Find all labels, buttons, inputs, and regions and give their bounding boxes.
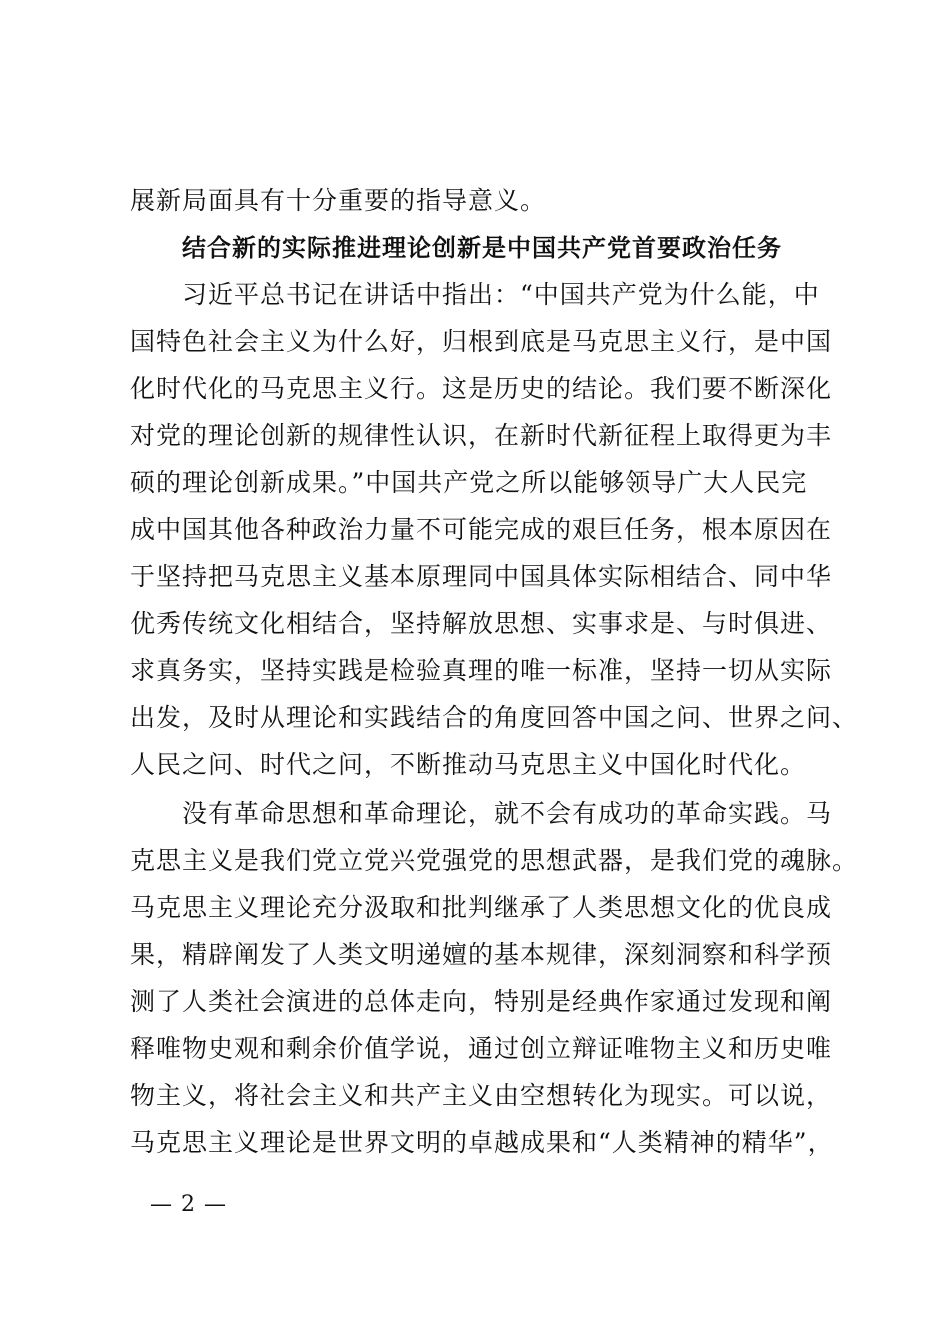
paragraph-line: 国特色社会主义为什么好，归根到底是马克思主义行，是中国 xyxy=(130,327,833,356)
paragraph-line: 克思主义是我们党立党兴党强党的思想武器，是我们党的魂脉。 xyxy=(130,846,859,875)
paragraph-line: 没有革命思想和革命理论，就不会有成功的革命实践。马 xyxy=(182,799,833,828)
paragraph-line: 展新局面具有十分重要的指导意义。 xyxy=(130,186,547,215)
paragraph-line: 求真务实，坚持实践是检验真理的唯一标准，坚持一切从实际 xyxy=(130,656,833,685)
section-heading: 结合新的实际推进理论创新是中国共产党首要政治任务 xyxy=(182,233,782,262)
paragraph-line: 硕的理论创新成果。”中国共产党之所以能够领导广大人民完 xyxy=(130,468,808,497)
paragraph-line: 马克思主义理论充分汲取和批判继承了人类思想文化的优良成 xyxy=(130,893,833,922)
paragraph-line: 于坚持把马克思主义基本原理同中国具体实际相结合、同中华 xyxy=(130,562,833,591)
paragraph-line: 马克思主义理论是世界文明的卓越成果和“人类精神的精华”， xyxy=(130,1128,834,1157)
paragraph-line: 人民之问、时代之问，不断推动马克思主义中国化时代化。 xyxy=(130,750,807,779)
paragraph-line: 测了人类社会演进的总体走向，特别是经典作家通过发现和阐 xyxy=(130,987,833,1016)
paragraph-line: 化时代化的马克思主义行。这是历史的结论。我们要不断深化 xyxy=(130,374,833,403)
document-body xyxy=(130,177,859,1166)
page-number: — 2 — xyxy=(150,1192,227,1217)
paragraph-line: 物主义，将社会主义和共产主义由空想转化为现实。可以说， xyxy=(130,1081,833,1110)
paragraph-line: 成中国其他各种政治力量不可能完成的艰巨任务，根本原因在 xyxy=(130,515,833,544)
paragraph-line: 果，精辟阐发了人类文明递嬗的基本规律，深刻洞察和科学预 xyxy=(130,940,833,969)
paragraph-line: 释唯物史观和剩余价值学说，通过创立辩证唯物主义和历史唯 xyxy=(130,1034,833,1063)
paragraph-line: 优秀传统文化相结合，坚持解放思想、实事求是、与时俱进、 xyxy=(130,609,833,638)
paragraph-line: 对党的理论创新的规律性认识，在新时代新征程上取得更为丰 xyxy=(130,421,833,450)
paragraph-line: 出发，及时从理论和实践结合的角度回答中国之问、世界之问、 xyxy=(130,703,859,732)
paragraph-line: 习近平总书记在讲话中指出：“中国共产党为什么能，中 xyxy=(182,280,820,309)
